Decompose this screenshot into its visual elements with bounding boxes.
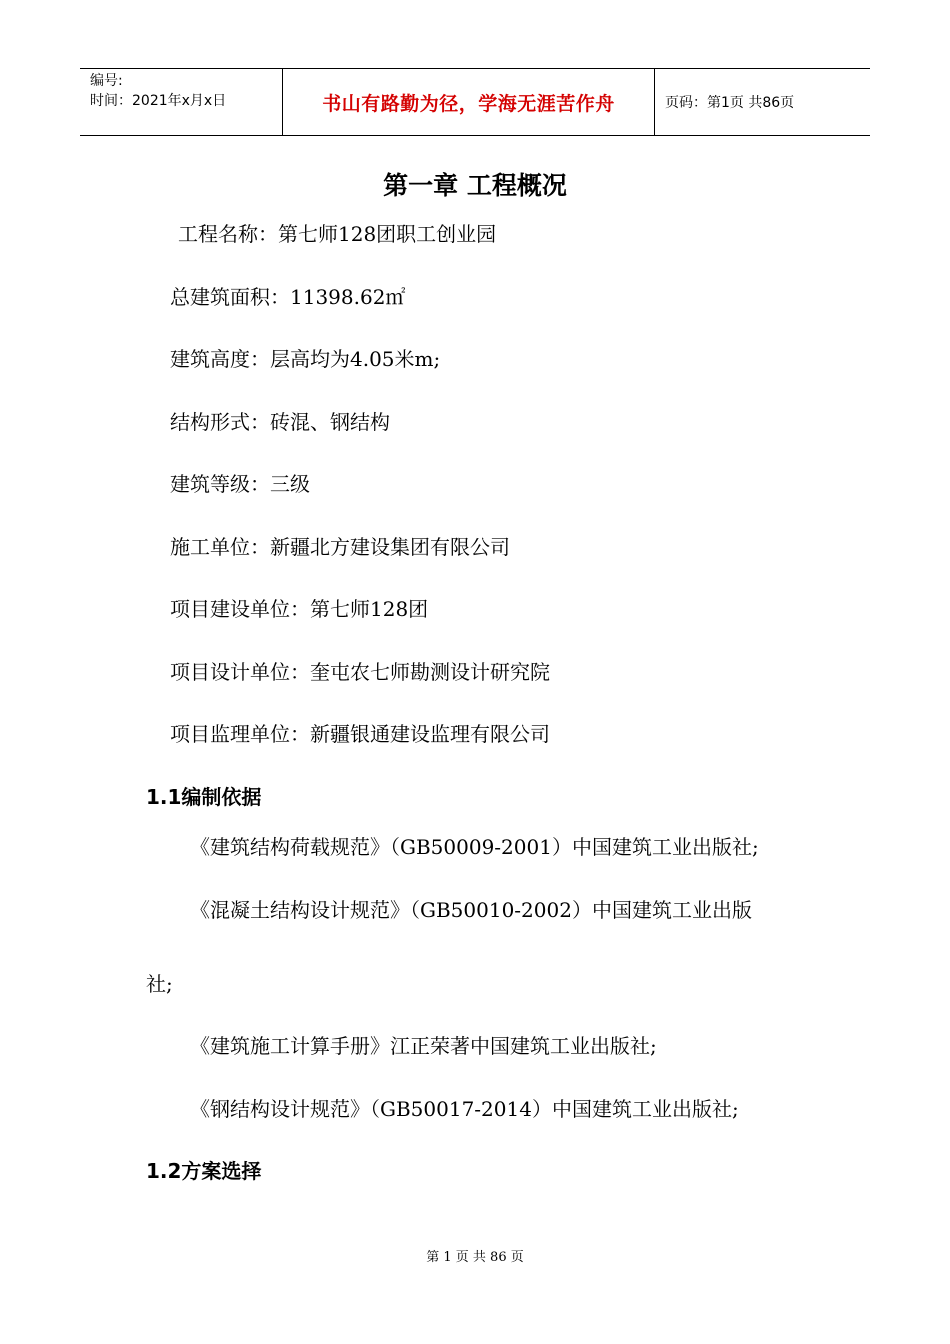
section-heading-1-1: 1.1编制依据 xyxy=(146,785,262,809)
project-name: 工程名称：第七师128团职工创业园 xyxy=(178,222,497,246)
reference-item: 《钢结构设计规范》（GB50017-2014）中国建筑工业出版社; xyxy=(190,1097,739,1121)
section-heading-1-2: 1.2方案选择 xyxy=(146,1159,262,1183)
header-page-info: 页码：第1页 共86页 xyxy=(665,95,795,111)
page-footer: 第 1 页 共 86 页 xyxy=(426,1250,524,1265)
chapter-title: 第一章 工程概况 xyxy=(383,171,567,200)
header-motto: 书山有路勤为径，学海无涯苦作舟 xyxy=(322,92,615,115)
building-height: 建筑高度：层高均为4.05米m; xyxy=(170,347,441,371)
reference-item: 《建筑结构荷载规范》（GB50009-2001）中国建筑工业出版社; xyxy=(190,835,759,859)
structure-type: 结构形式：砖混、钢结构 xyxy=(170,410,390,434)
header-meta xyxy=(80,69,282,135)
document-date: 时间：2021年x月x日 xyxy=(90,93,227,109)
supervision-unit: 项目监理单位：新疆银通建设监理有限公司 xyxy=(170,722,550,746)
building-grade: 建筑等级：三级 xyxy=(170,472,310,496)
document-header xyxy=(80,68,870,136)
project-owner: 项目建设单位：第七师128团 xyxy=(170,597,429,621)
reference-item-continuation: 社; xyxy=(146,972,173,996)
total-building-area: 总建筑面积：11398.62㎡ xyxy=(170,285,406,309)
document-number-label: 编号: xyxy=(90,73,123,89)
design-unit: 项目设计单位：奎屯农七师勘测设计研究院 xyxy=(170,660,550,684)
header-motto-cell xyxy=(282,69,655,135)
construction-unit: 施工单位：新疆北方建设集团有限公司 xyxy=(170,535,510,559)
reference-item: 《混凝土结构设计规范》（GB50010-2002）中国建筑工业出版 xyxy=(190,898,752,922)
reference-item: 《建筑施工计算手册》江正荣著中国建筑工业出版社; xyxy=(190,1034,657,1058)
